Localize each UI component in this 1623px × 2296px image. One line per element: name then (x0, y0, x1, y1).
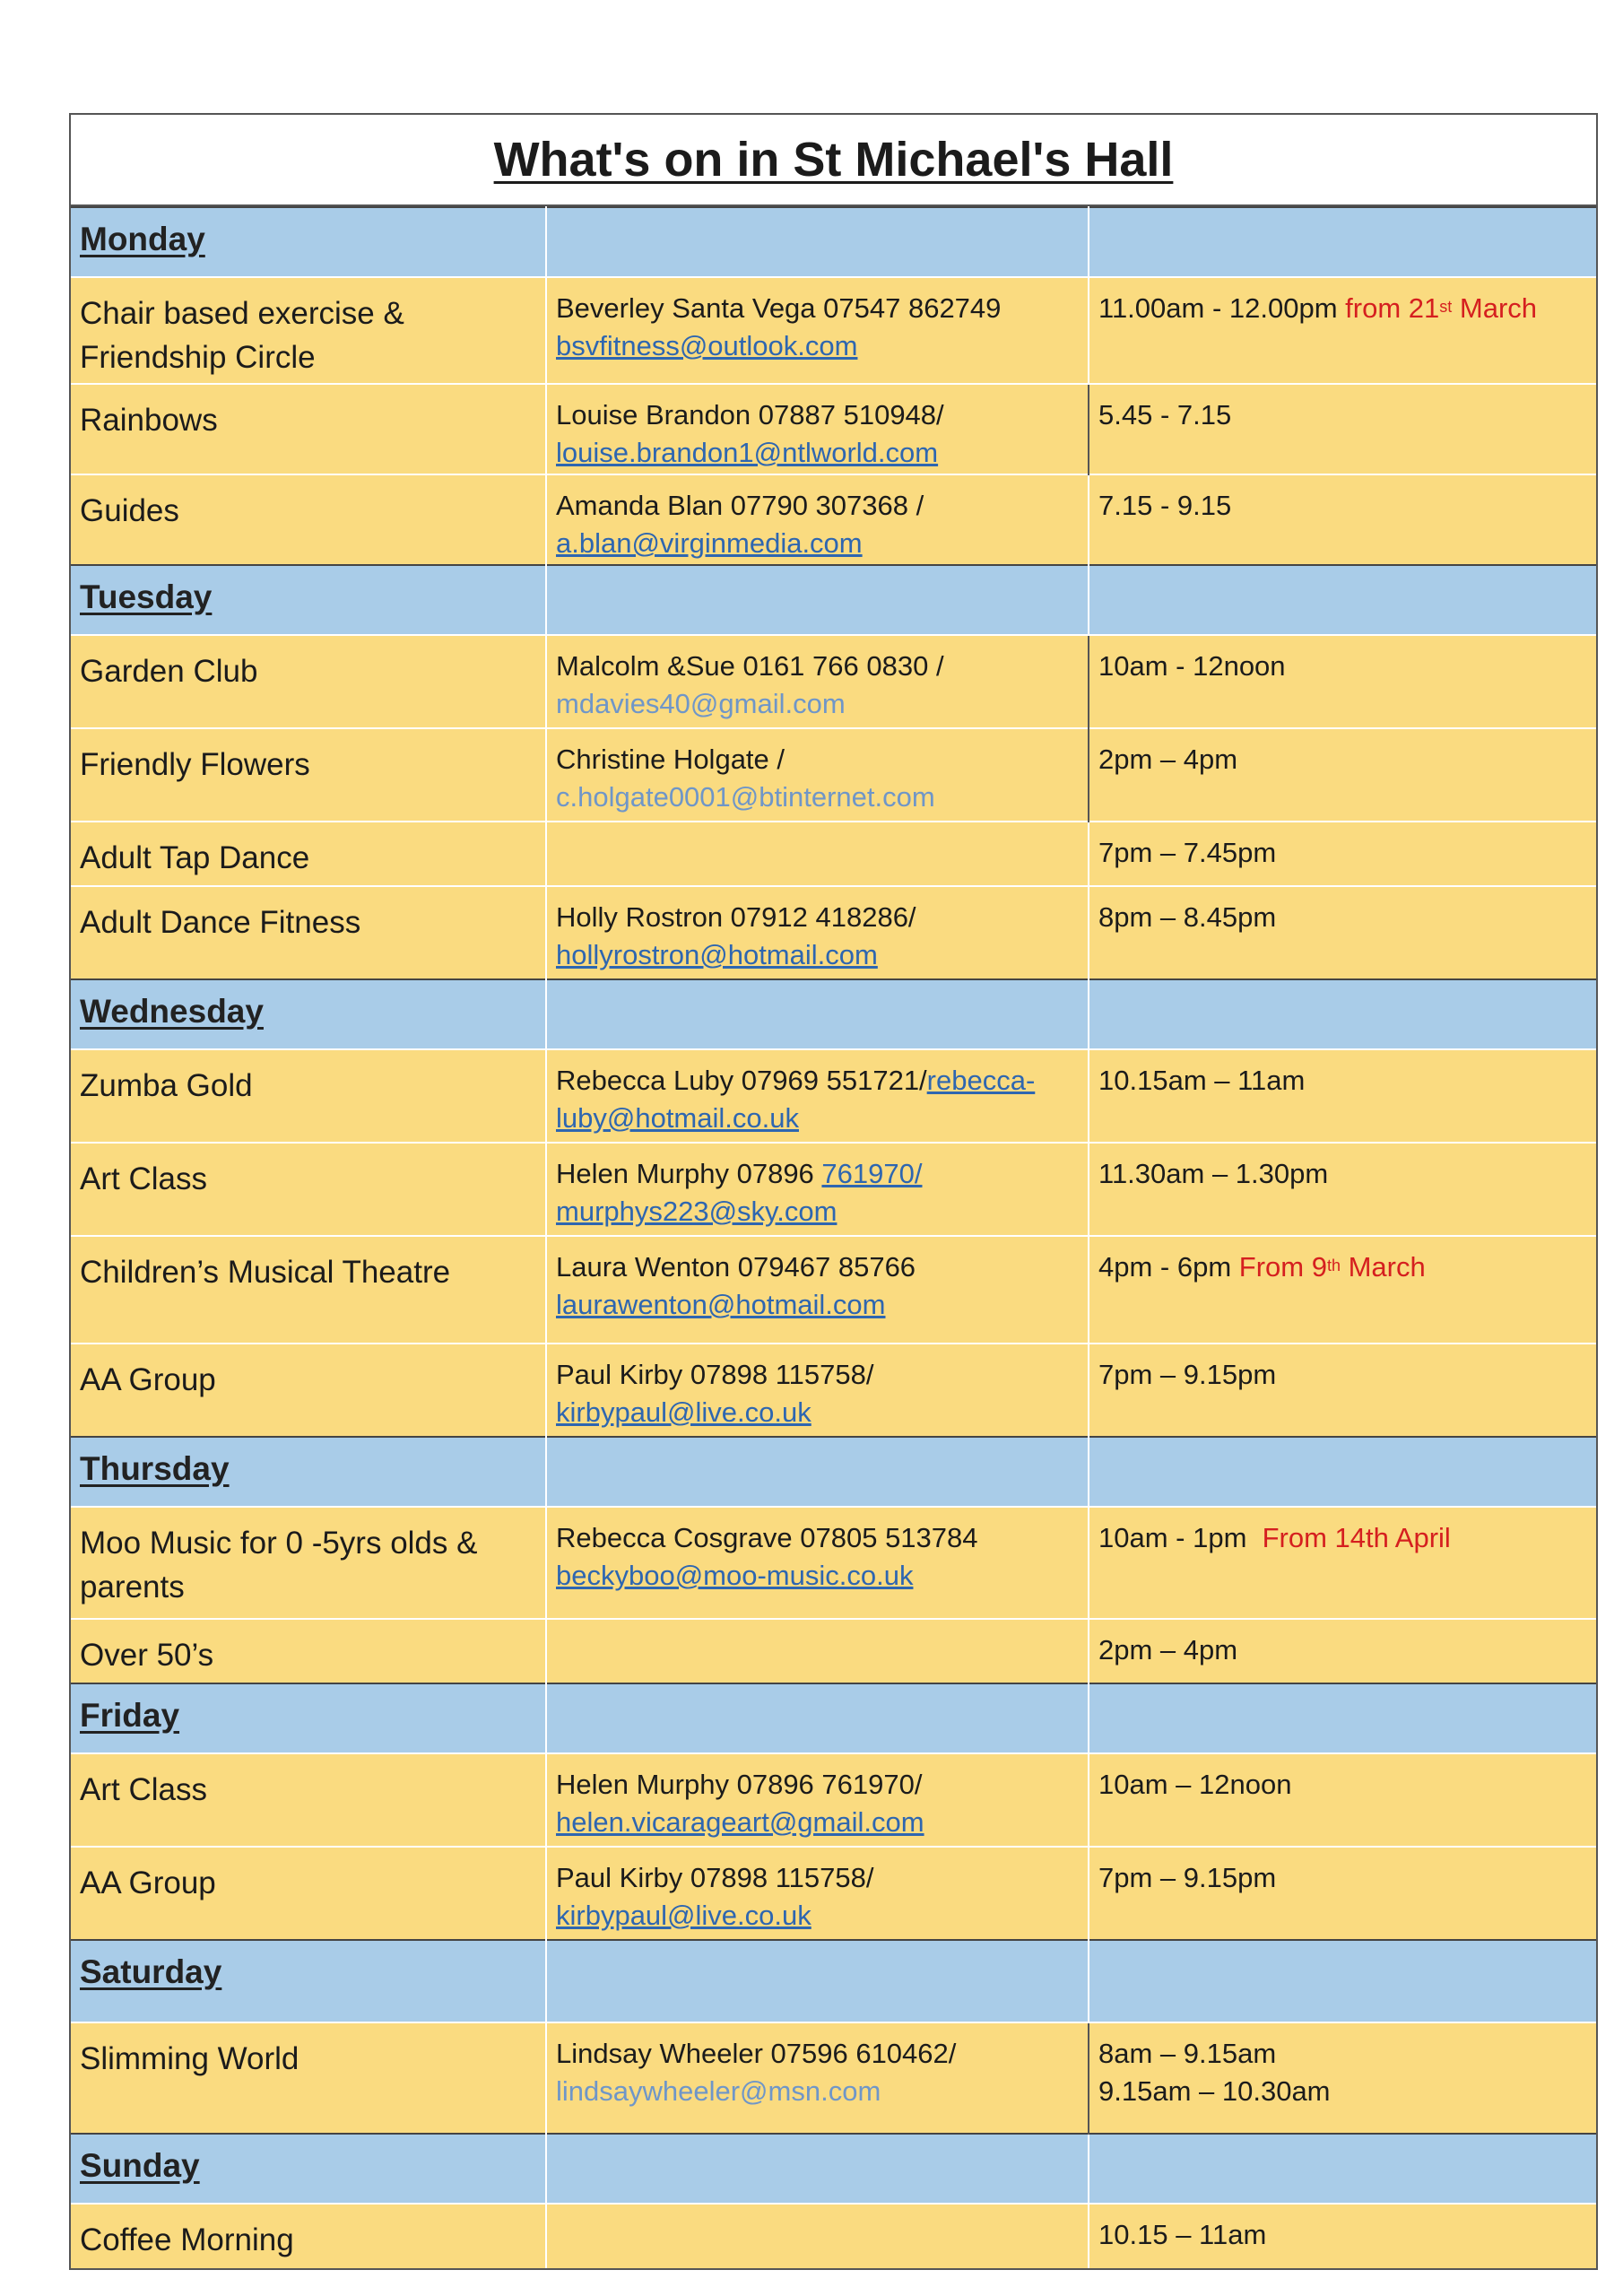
email-link[interactable]: laurawenton@hotmail.com (556, 1289, 886, 1320)
time-text: 10am - 1pm (1098, 1522, 1263, 1553)
contact-cell (546, 2204, 1089, 2268)
contact-cell (546, 886, 1089, 979)
contact-text: Malcolm &Sue 0161 766 0830 / (556, 650, 944, 682)
day-name: Sunday (71, 2134, 546, 2204)
contact-cell (546, 1049, 1089, 1143)
time-text: 7.15 - 9.15 (1089, 474, 1596, 565)
contact-text: Helen Murphy 07896 (556, 1158, 822, 1189)
activity-name: Slimming World (71, 2022, 546, 2134)
time-cell (1089, 2022, 1596, 2134)
contact-cell (546, 1753, 1089, 1847)
day-header-sunday (71, 2134, 1596, 2204)
contact-cell (546, 1619, 1089, 1683)
time-text: 7pm – 9.15pm (1089, 1344, 1596, 1437)
table-row (71, 277, 1596, 384)
email-link[interactable]: a.blan@virginmedia.com (556, 527, 863, 559)
contact-cell (546, 635, 1089, 728)
email-link[interactable]: bsvfitness@outlook.com (556, 330, 858, 361)
contact-text: Christine Holgate / (556, 744, 785, 775)
day-name: Wednesday (71, 979, 546, 1049)
contact-cell (546, 728, 1089, 822)
day-name: Monday (71, 207, 546, 277)
day-header-monday (71, 207, 1596, 277)
activity-name: Adult Dance Fitness (71, 886, 546, 979)
contact-cell (546, 1847, 1089, 1940)
activity-name: Art Class (71, 1753, 546, 1847)
day-name: Tuesday (71, 565, 546, 635)
activity-name: AA Group (71, 1847, 546, 1940)
email-link[interactable]: helen.vicarageart@gmail.com (556, 1806, 924, 1838)
activity-name: Friendly Flowers (71, 728, 546, 822)
activity-name: Children’s Musical Theatre (71, 1236, 546, 1344)
table-row (71, 822, 1596, 886)
email-link[interactable]: beckyboo@moo-music.co.uk (556, 1560, 914, 1591)
time-text: 8pm – 8.45pm (1089, 886, 1596, 979)
email-link[interactable]: luby@hotmail.co.uk (556, 1102, 799, 1134)
table-row (71, 474, 1596, 565)
contact-cell (546, 1344, 1089, 1437)
email-link[interactable]: louise.brandon1@ntlworld.com (556, 437, 939, 468)
activity-name: Rainbows (71, 384, 546, 474)
time-note: from 21st March (1345, 292, 1538, 324)
contact-text: Laura Wenton 079467 85766 (556, 1251, 916, 1283)
day-header-thursday (71, 1437, 1596, 1507)
time-text: 10am – 12noon (1089, 1753, 1596, 1847)
contact-cell (546, 1236, 1089, 1344)
contact-text: Lindsay Wheeler 07596 610462/ (556, 2038, 957, 2069)
table-row (71, 1236, 1596, 1344)
table-row (71, 1507, 1596, 1619)
activity-name: Coffee Morning (71, 2204, 546, 2268)
contact-cell (546, 1143, 1089, 1236)
contact-text: Beverley Santa Vega 07547 862749 (556, 292, 1002, 324)
time-text: 11.30am – 1.30pm (1089, 1143, 1596, 1236)
day-header-saturday (71, 1940, 1596, 2022)
email-link[interactable]: hollyrostron@hotmail.com (556, 939, 878, 970)
table-row (71, 2204, 1596, 2268)
table-row (71, 1344, 1596, 1437)
table-row (71, 1143, 1596, 1236)
activity-name: Zumba Gold (71, 1049, 546, 1143)
table-row (71, 2022, 1596, 2134)
time-text: 9.15am – 10.30am (1098, 2075, 1331, 2107)
email-text: lindsaywheeler@msn.com (556, 2075, 881, 2107)
activity-name: Garden Club (71, 635, 546, 728)
table-row (71, 728, 1596, 822)
table-row (71, 886, 1596, 979)
table-row (71, 1753, 1596, 1847)
phone-link[interactable]: 761970/ (821, 1158, 923, 1189)
schedule-table (71, 206, 1596, 2268)
table-row (71, 1049, 1596, 1143)
email-link[interactable]: kirbypaul@live.co.uk (556, 1900, 812, 1931)
contact-cell (546, 474, 1089, 565)
activity-name: Art Class (71, 1143, 546, 1236)
time-cell (1089, 1236, 1596, 1344)
table-row (71, 1619, 1596, 1683)
time-text: 5.45 - 7.15 (1089, 384, 1596, 474)
time-text: 8am – 9.15am (1098, 2038, 1277, 2069)
time-text: 7pm – 9.15pm (1089, 1847, 1596, 1940)
table-row (71, 1847, 1596, 1940)
time-text: 10.15 – 11am (1089, 2204, 1596, 2268)
day-header-tuesday (71, 565, 1596, 635)
day-header-friday (71, 1683, 1596, 1753)
activity-name: AA Group (71, 1344, 546, 1437)
schedule-sheet (69, 113, 1598, 2270)
time-cell (1089, 1507, 1596, 1619)
email-link[interactable]: rebecca- (926, 1065, 1036, 1096)
time-text: 2pm – 4pm (1089, 728, 1596, 822)
time-text: 10am - 12noon (1089, 635, 1596, 728)
contact-text: Louise Brandon 07887 510948/ (556, 399, 944, 430)
contact-text: Rebecca Cosgrave 07805 513784 (556, 1522, 978, 1553)
time-text: 11.00am - 12.00pm (1098, 292, 1338, 324)
table-row (71, 635, 1596, 728)
contact-cell (546, 2022, 1089, 2134)
contact-text: Paul Kirby 07898 115758/ (556, 1359, 874, 1390)
time-text: 2pm – 4pm (1089, 1619, 1596, 1683)
contact-cell (546, 1507, 1089, 1619)
activity-name: Over 50’s (71, 1619, 546, 1683)
activity-name: Adult Tap Dance (71, 822, 546, 886)
contact-cell (546, 384, 1089, 474)
email-link[interactable]: kirbypaul@live.co.uk (556, 1396, 812, 1428)
time-note: From 14th April (1262, 1522, 1451, 1553)
time-text: 7pm – 7.45pm (1089, 822, 1596, 886)
time-cell (1089, 277, 1596, 384)
email-link[interactable]: murphys223@sky.com (556, 1196, 838, 1227)
time-text: 4pm - 6pm (1098, 1251, 1239, 1283)
time-text: 10.15am – 11am (1089, 1049, 1596, 1143)
activity-name: Guides (71, 474, 546, 565)
activity-name: Chair based exercise & Friendship Circle (71, 277, 546, 384)
contact-text: Rebecca Luby 07969 551721/ (556, 1065, 927, 1096)
time-note: From 9th March (1238, 1251, 1426, 1283)
page-title: What's on in St Michael's Hall (493, 133, 1174, 187)
contact-text: Paul Kirby 07898 115758/ (556, 1862, 874, 1893)
contact-text: Holly Rostron 07912 418286/ (556, 901, 916, 933)
contact-cell (546, 822, 1089, 886)
day-name: Saturday (71, 1940, 546, 2022)
contact-cell (546, 277, 1089, 384)
activity-name: Moo Music for 0 -5yrs olds & parents (71, 1507, 546, 1619)
table-row (71, 384, 1596, 474)
contact-text: Amanda Blan 07790 307368 / (556, 490, 924, 521)
email-text: mdavies40@gmail.com (556, 688, 846, 719)
day-header-wednesday (71, 979, 1596, 1049)
day-name: Friday (71, 1683, 546, 1753)
contact-text: Helen Murphy 07896 761970/ (556, 1769, 923, 1800)
email-text: c.holgate0001@btinternet.com (556, 781, 935, 813)
title-row (71, 115, 1596, 206)
day-name: Thursday (71, 1437, 546, 1507)
